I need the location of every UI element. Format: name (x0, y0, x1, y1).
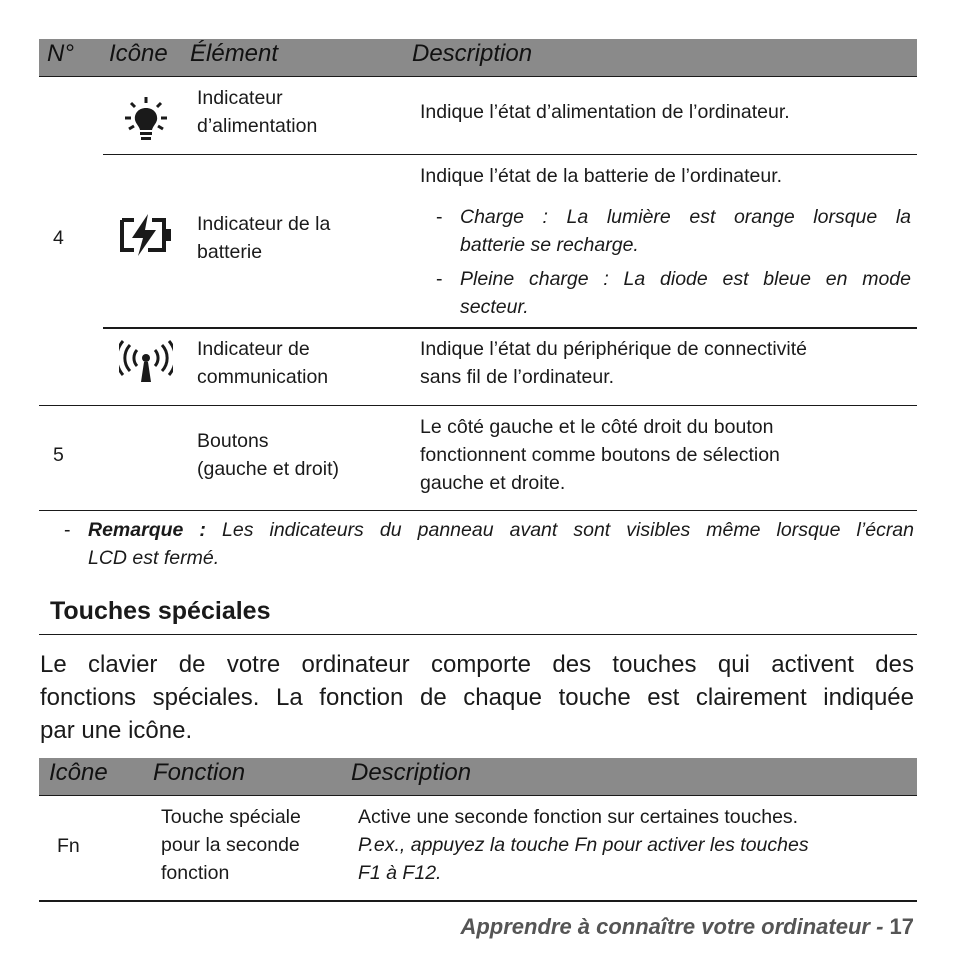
row-number-5: 5 (53, 444, 64, 466)
header-underline (39, 76, 917, 77)
bullet-charge: - Charge : La lumière est orange lorsque la batterie se recharge. (436, 206, 911, 256)
note-dash: - (64, 519, 71, 541)
battery-charging-icon (118, 214, 174, 256)
row-divider (103, 154, 917, 155)
note (88, 516, 914, 572)
footer (460, 914, 914, 940)
header-icon: Icône (109, 40, 168, 67)
header-function: Fonction (153, 759, 246, 786)
fn-key-label: Fn (57, 835, 80, 857)
header-description: Description (412, 40, 533, 67)
description-power: Indique l’état d’alimentation de l’ordinateur. (420, 101, 790, 123)
element-communication: Indicateur de communication (197, 338, 329, 388)
description-communication: Indique l’état du périphérique de connectivité sans fil de l’ordinateur. (420, 338, 808, 388)
footer-title: Apprendre à connaître votre ordinateur - (460, 914, 890, 939)
note-text-line2: LCD est fermé. (88, 547, 220, 569)
description-fn: Active une seconde fonction sur certaines touches. P.ex., appuyez la touche Fn pour activer les touches F1 à F12. (358, 806, 809, 884)
row-number-4: 4 (53, 227, 64, 249)
header-element: Élément (190, 40, 279, 67)
row-divider (103, 327, 917, 329)
description-battery: Indique l’état de la batterie de l’ordinateur. (420, 165, 783, 187)
element-buttons: Boutons (gauche et droit) (197, 430, 339, 480)
note-text: Les indicateurs du panneau avant sont visibles même lorsque l’écran (205, 519, 914, 541)
table2-header (39, 758, 917, 795)
header-num: N° (47, 40, 74, 67)
description-buttons: Le côté gauche et le côté droit du bouton fonctionnent comme boutons de sélection gauche et droite. (420, 416, 780, 494)
table1-bottom-rule (39, 510, 917, 511)
table2-bottom-rule (39, 900, 917, 902)
element-battery: Indicateur de la batterie (197, 213, 331, 263)
table2-header-underline (39, 795, 917, 796)
wireless-antenna-icon (119, 340, 173, 384)
header-description: Description (351, 759, 472, 786)
section-underline (39, 634, 917, 635)
section-paragraph: Le clavier de votre ordinateur comporte des touches qui activent des fonctions spéciales. La fonction de chaque touche est clairement indiquée par une icône. (40, 651, 914, 744)
note-label: Remarque : (88, 519, 206, 541)
section-title: Touches spéciales (50, 597, 271, 625)
row-divider (39, 405, 917, 406)
power-indicator-icon (124, 96, 168, 144)
function-fn: Touche spéciale pour la seconde fonction (161, 806, 301, 884)
page-number: 17 (889, 914, 914, 939)
header-icon: Icône (49, 759, 108, 786)
table1-header (39, 39, 917, 76)
bullet-full-charge: - Pleine charge : La diode est bleue en mode secteur. (436, 268, 911, 318)
element-power: Indicateur d’alimentation (197, 87, 318, 137)
